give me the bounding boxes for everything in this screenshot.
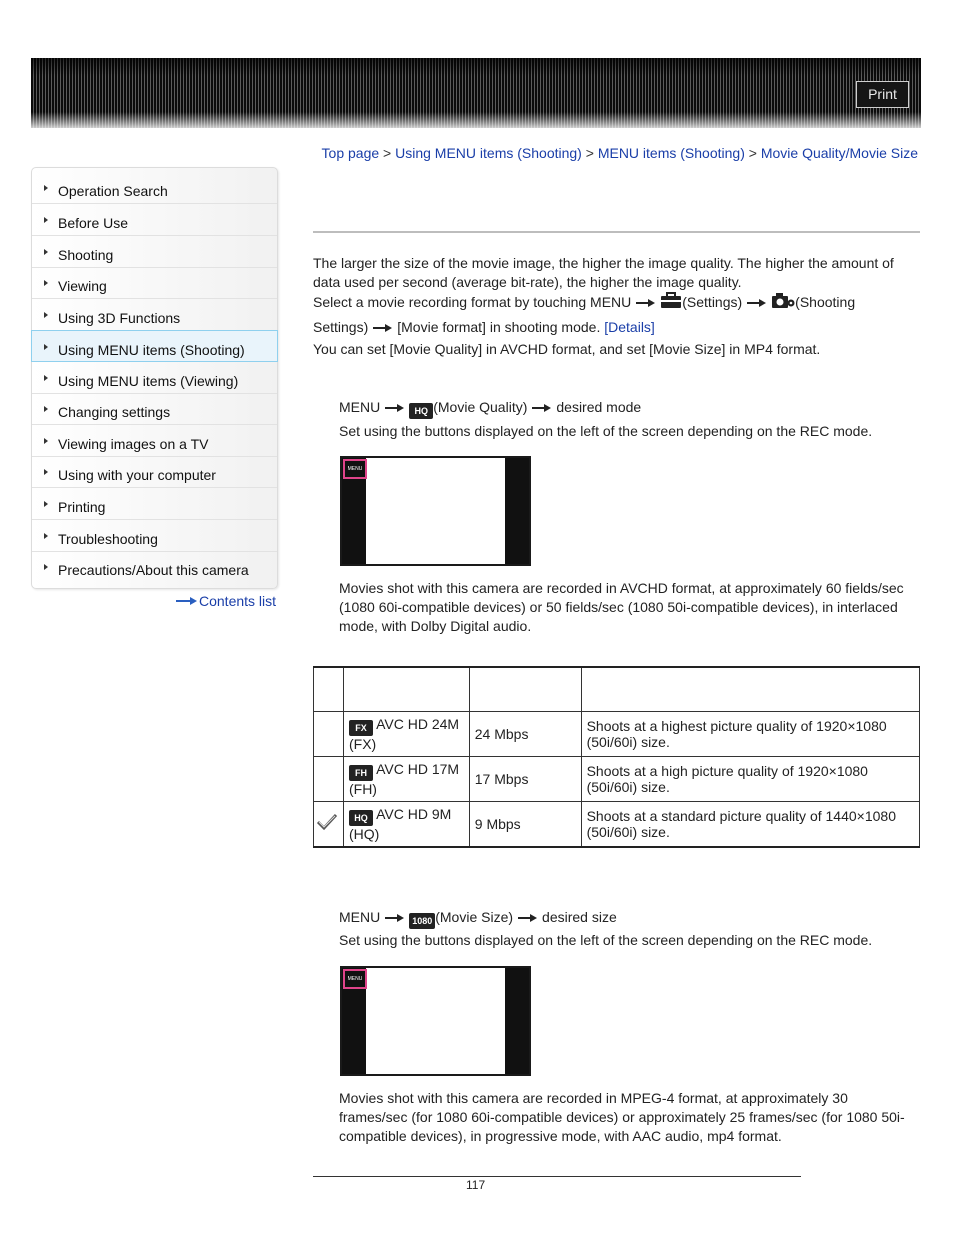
sidebar-item-label: Using MENU items (Viewing) (58, 373, 239, 389)
contents-list-label: Contents list (199, 593, 277, 609)
description-cell (581, 711, 919, 756)
triangle-bullet-icon (44, 217, 48, 223)
quality-menu-path (339, 398, 641, 419)
intro-text: (Shooting (795, 294, 856, 310)
triangle-bullet-icon (44, 438, 48, 444)
sidebar-item-changing-settings[interactable] (32, 393, 277, 425)
quality-desc-line-3: mode, with Dolby Digital audio. (339, 618, 532, 634)
description-cell (581, 801, 919, 847)
sidebar-item-printing[interactable] (32, 488, 277, 520)
table-row[interactable] (314, 756, 920, 801)
sidebar-item-troubleshooting[interactable] (32, 520, 277, 552)
selected-cell (314, 801, 344, 847)
sidebar-item-3d-functions[interactable] (32, 299, 277, 331)
description-line: Shoots at a highest picture quality of 1920×1080 (586, 717, 887, 734)
size-screen-diagram (340, 966, 531, 1076)
fx-icon: FX (349, 720, 373, 736)
menu-button[interactable]: MENU (343, 459, 367, 479)
triangle-bullet-icon (44, 344, 48, 350)
triangle-bullet-icon (44, 312, 48, 318)
sidebar-item-label: Changing settings (58, 404, 171, 420)
menu-button[interactable]: MENU (343, 969, 367, 989)
description-line: (50i/60i) size. (586, 823, 670, 840)
print-button[interactable]: Print (856, 81, 909, 108)
quality-desc-line-2: (1080 60i-compatible devices) or 50 fields/sec (1080 50i-compatible devices), in interlaced (339, 599, 898, 615)
description-line: Shoots at a high picture quality of 1920×1080 (586, 762, 868, 779)
breadcrumb-menu-items[interactable]: MENU items (Shooting) (597, 145, 745, 161)
sidebar-item-menu-viewing[interactable] (32, 362, 277, 394)
triangle-bullet-icon (44, 280, 48, 286)
details-link[interactable]: [Details] (604, 319, 655, 335)
breadcrumb-menu-items-shooting[interactable]: Using MENU items (Shooting) (395, 145, 582, 161)
quality-table (313, 666, 920, 848)
sidebar-item-label: Shooting (58, 247, 114, 263)
breadcrumb-separator: > (383, 145, 392, 161)
description-line: Shoots at a standard picture quality of 1440×1080 (586, 807, 896, 824)
size-item-label: (Movie Size) (435, 909, 514, 925)
sidebar-nav (31, 167, 278, 589)
triangle-bullet-icon (44, 249, 48, 255)
table-header-cell (343, 667, 469, 711)
title-divider (313, 231, 920, 233)
triangle-bullet-icon (44, 406, 48, 412)
description-cell (581, 756, 919, 801)
sidebar-item-label: Troubleshooting (58, 531, 158, 547)
breadcrumb (322, 145, 918, 161)
quality-result-label: desired mode (556, 399, 642, 415)
bitrate-cell: 17 Mbps (469, 756, 581, 801)
toolbox-icon (660, 292, 682, 309)
sidebar-item-viewing[interactable] (32, 267, 277, 299)
description-line: (50i/60i) size. (586, 733, 670, 750)
screen-right-bar (505, 458, 529, 564)
arrow-right-icon (747, 298, 766, 308)
hq-icon: HQ (349, 810, 373, 826)
selected-cell (314, 756, 344, 801)
size-menu-path (339, 908, 617, 929)
mode-label: AVC HD 9M (376, 805, 452, 822)
arrow-right-icon (636, 298, 655, 308)
arrow-right-icon (385, 403, 404, 413)
sidebar-item-label: Viewing (58, 278, 107, 294)
mode-code: (FH) (348, 780, 377, 797)
sidebar-item-before-use[interactable] (32, 204, 277, 236)
triangle-bullet-icon (44, 501, 48, 507)
sidebar-item-computer[interactable] (32, 456, 277, 488)
arrow-right-icon (385, 913, 404, 923)
intro-line-5: You can set [Movie Quality] in AVCHD format, and set [Movie Size] in MP4 format. (313, 341, 821, 357)
page-number: 117 (466, 1178, 486, 1192)
size-result-label: desired size (542, 909, 617, 925)
table-header-cell (581, 667, 919, 711)
size-desc-line-2: frames/sec (for 1080 60i-compatible devices) or approximately 25 frames/sec (for 1080 50i- (339, 1109, 905, 1125)
mode-cell (343, 801, 469, 847)
sidebar-item-shooting[interactable] (32, 236, 277, 268)
sidebar-item-label: Before Use (58, 215, 129, 231)
sidebar-item-label: Precautions/About this camera (58, 562, 249, 578)
arrow-right-icon (176, 597, 197, 605)
mode-code: (HQ) (348, 825, 380, 842)
camera-gear-icon (771, 292, 795, 309)
sidebar-item-label: Printing (58, 499, 106, 515)
size-desc-line-1: Movies shot with this camera are recorded in MPEG-4 format, at approximately 30 (339, 1090, 848, 1106)
arrow-right-icon (373, 323, 392, 333)
breadcrumb-separator: > (585, 145, 594, 161)
intro-line-4 (313, 318, 655, 337)
mode-cell (343, 711, 469, 756)
contents-list-link[interactable] (176, 593, 276, 609)
table-header-row (314, 667, 920, 711)
table-header-cell (469, 667, 581, 711)
intro-text: Settings) (313, 319, 369, 335)
sidebar-item-label: Using with your computer (58, 467, 216, 483)
description-line: (50i/60i) size. (586, 778, 670, 795)
settings-label: (Settings) (682, 294, 743, 310)
fh-icon: FH (349, 765, 373, 781)
triangle-bullet-icon (44, 533, 48, 539)
triangle-bullet-icon (44, 185, 48, 191)
size-1080-icon: 1080 (409, 913, 435, 929)
quality-note: Set using the buttons displayed on the left of the screen depending on the REC mode. (339, 423, 873, 439)
triangle-bullet-icon (44, 375, 48, 381)
arrow-right-icon (518, 913, 537, 923)
intro-text: [Movie format] in shooting mode. (397, 319, 601, 335)
sidebar-item-precautions[interactable] (32, 551, 277, 583)
quality-item-label: (Movie Quality) (433, 399, 528, 415)
header-banner (31, 58, 921, 128)
bitrate-cell: 9 Mbps (469, 801, 581, 847)
mode-code: (FX) (348, 735, 377, 752)
menu-word: MENU (339, 909, 381, 925)
arrow-right-icon (532, 403, 551, 413)
screen-right-bar (505, 968, 529, 1074)
checkmark-icon (316, 813, 338, 831)
sidebar-item-label: Using 3D Functions (58, 310, 181, 326)
triangle-bullet-icon (44, 564, 48, 570)
hq-icon: HQ (409, 403, 433, 419)
menu-word: MENU (339, 399, 381, 415)
bitrate-cell: 24 Mbps (469, 711, 581, 756)
quality-desc-line-1: Movies shot with this camera are recorded in AVCHD format, at approximately 60 fields/sec (339, 580, 904, 596)
intro-line-2: data used per second (average bit-rate), the higher the image quality. (313, 274, 742, 290)
size-note: Set using the buttons displayed on the left of the screen depending on the REC mode. (339, 932, 873, 948)
sidebar-item-operation-search[interactable] (32, 172, 277, 204)
intro-line-1: The larger the size of the movie image, the higher the image quality. The higher the amount of (313, 255, 894, 271)
intro-text: Select a movie recording format by touching MENU (313, 294, 632, 310)
table-row[interactable] (314, 801, 920, 847)
size-desc-line-3: compatible devices), in progressive mode, with AAC audio, mp4 format. (339, 1128, 782, 1144)
selected-cell (314, 711, 344, 756)
quality-screen-diagram (340, 456, 531, 566)
breadcrumb-top-page[interactable]: Top page (321, 145, 380, 161)
sidebar-item-label: Viewing images on a TV (58, 436, 209, 452)
intro-line-3 (313, 292, 855, 312)
sidebar-item-label: Using MENU items (Shooting) (58, 342, 245, 358)
sidebar-item-viewing-tv[interactable] (32, 425, 277, 457)
breadcrumb-movie-quality[interactable]: Movie Quality/Movie Size (760, 145, 918, 161)
mode-label: AVC HD 24M (376, 715, 460, 732)
table-header-cell (314, 667, 344, 711)
triangle-bullet-icon (44, 469, 48, 475)
size-table-top-border (313, 1176, 801, 1177)
sidebar-item-menu-shooting[interactable] (31, 330, 278, 362)
sidebar-item-label: Operation Search (58, 183, 168, 199)
table-row[interactable] (314, 711, 920, 756)
mode-label: AVC HD 17M (376, 760, 460, 777)
breadcrumb-separator: > (748, 145, 757, 161)
mode-cell (343, 756, 469, 801)
